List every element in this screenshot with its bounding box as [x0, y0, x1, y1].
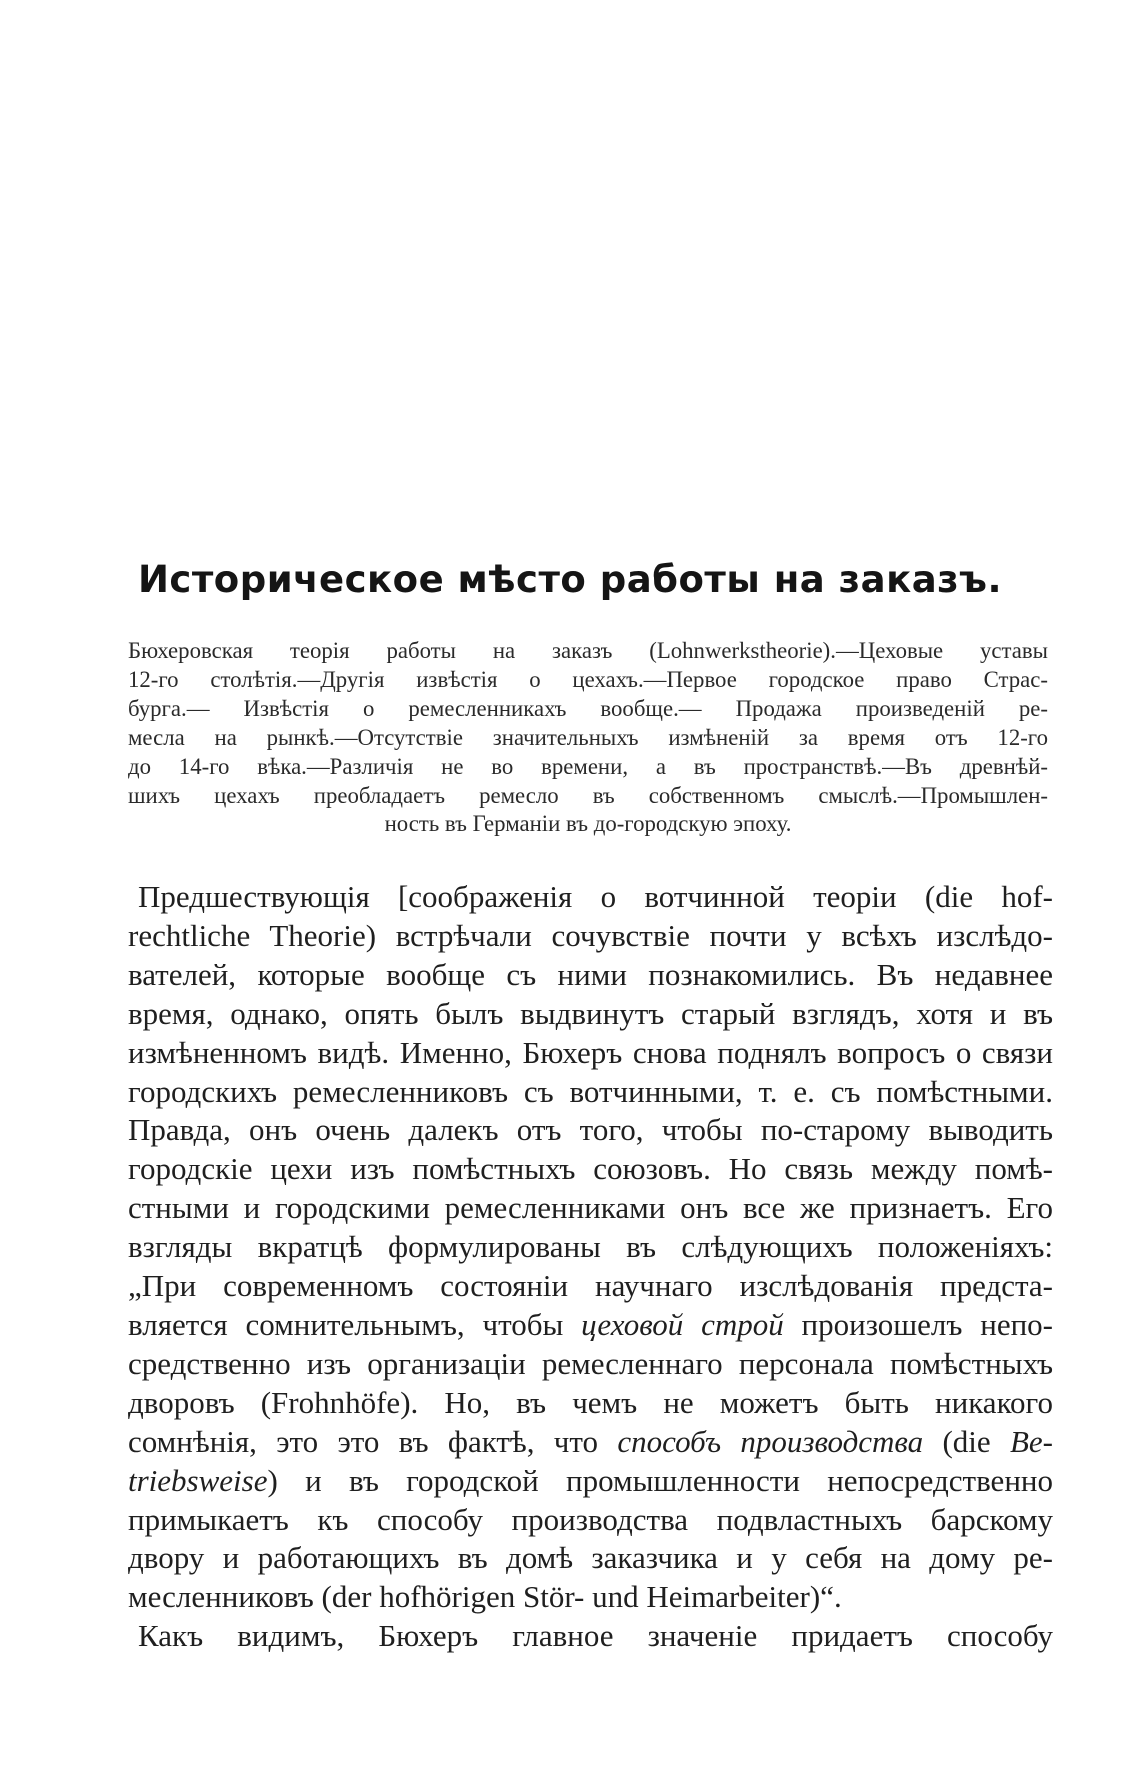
body-line: дворовъ (Frohnhöfe). Но, въ чемъ не можетъ быть никакого — [128, 1384, 1053, 1420]
summary-line: 12-го столѣтія.—Другія извѣстія о цехахъ.—Первое городское право Страс- — [128, 666, 1048, 692]
body-line — [128, 1462, 1053, 1501]
body-line: вателей, которые вообще съ ними познакомились. Въ недавнее — [128, 956, 1053, 992]
body-line: двору и работающихъ въ домѣ заказчика и у себя на дому ре- — [128, 1540, 1053, 1576]
summary-line: ность въ Германіи въ до-городскую эпоху. — [384, 811, 792, 837]
body-italic-run: triebsweise — [128, 1462, 268, 1498]
body-line: взгляды вкратцѣ формулированы въ слѣдующихъ положеніяхъ: — [128, 1229, 1053, 1265]
body-line: „При современномъ состояніи научнаго изслѣдованія предста- — [128, 1268, 1053, 1304]
body-text-run: вляется сомнительнымъ, чтобы — [128, 1306, 582, 1342]
body-line: измѣненномъ видѣ. Именно, Бюхеръ снова поднялъ вопросъ о связи — [128, 1034, 1053, 1070]
body-line: время, однако, опять былъ выдвинутъ старый взглядъ, хотя и въ — [128, 995, 1053, 1031]
summary-line: бурга.— Извѣстія о ремесленникахъ вообще.— Продажа произведеній ре- — [128, 695, 1048, 721]
summary-line: Бюхеровская теорія работы на заказъ (Lohnwerkstheorie).—Цеховые уставы — [128, 638, 1048, 663]
body-text-run: произошелъ непо- — [783, 1306, 1054, 1342]
summary-line: месла на рынкѣ.—Отсутствіе значительныхъ измѣненій за время отъ 12-го — [128, 724, 1048, 750]
body-line — [128, 1423, 1053, 1462]
summary-line: до 14-го вѣка.—Различія не во времени, а въ пространствѣ.—Въ древнѣй- — [128, 753, 1048, 779]
body-line: Предшествующія [соображенія о вотчинной теоріи (die hof- — [138, 879, 1053, 914]
body-italic-run: способъ производства — [617, 1423, 924, 1459]
summary-line: шихъ цехахъ преобладаетъ ремесло въ собственномъ смыслѣ.—Промышлен- — [128, 782, 1048, 808]
body-line: Какъ видимъ, Бюхеръ главное значеніе придаетъ способу — [138, 1618, 1053, 1654]
body-line: городскихъ ремесленниковъ съ вотчинными, т. е. съ помѣстными. — [128, 1073, 1053, 1109]
body-line: rechtliche Theorie) встрѣчали сочувствіе почти у всѣхъ изслѣдо- — [128, 917, 1053, 953]
body-line: месленниковъ (der hofhörigen Stör- und Heimarbeiter)“. — [128, 1579, 842, 1615]
body-line: примыкаетъ къ способу производства подвластныхъ барскому — [128, 1501, 1053, 1537]
chapter-title: Историческое мѣсто работы на заказъ. — [137, 558, 1003, 601]
body-line: средственно изъ организаціи ремесленнаго персонала помѣстныхъ — [128, 1345, 1053, 1381]
chapter-summary — [128, 637, 1048, 839]
body-line: Правда, онъ очень далекъ отъ того, чтобы по-старому выводить — [128, 1112, 1053, 1148]
body-italic-run: Be- — [1009, 1423, 1054, 1459]
body-text-run: сомнѣнія, это это въ фактѣ, что — [128, 1423, 618, 1459]
body-italic-run: цеховой строй — [581, 1306, 784, 1342]
body-text — [128, 878, 1053, 1656]
body-line — [128, 1306, 1053, 1345]
body-line: городскіе цехи изъ помѣстныхъ союзовъ. Но связь между помѣ- — [128, 1151, 1053, 1187]
body-text-run: ) и въ городской промышленности непосредственно — [267, 1462, 1053, 1498]
body-line: стными и городскими ремесленниками онъ все же признаетъ. Его — [128, 1190, 1053, 1226]
body-text-run: (die — [923, 1423, 1010, 1459]
